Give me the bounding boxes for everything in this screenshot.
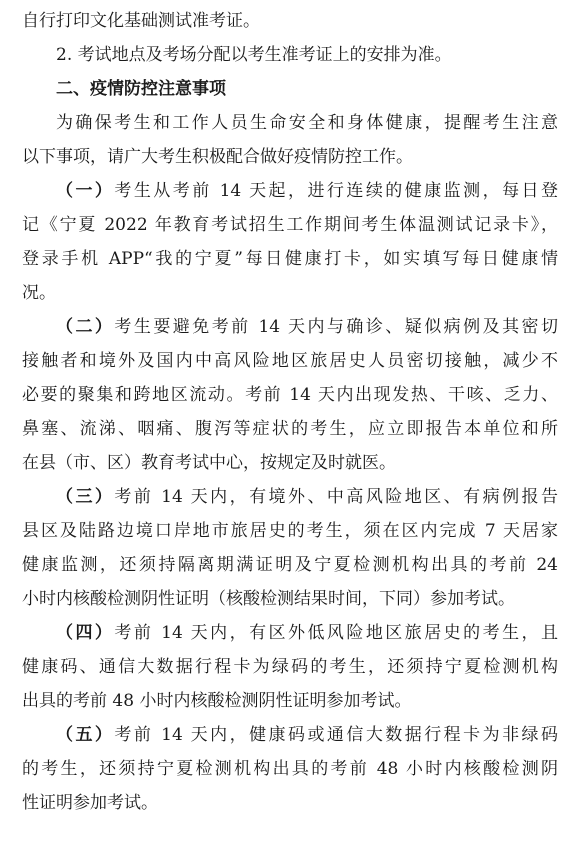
text-line: 小时内核酸检测阴性证明（核酸检测结果时间，下同）参加考试。 [22,589,515,609]
text-line: 出具的考前 48 小时内核酸检测阴性证明参加考试。 [22,691,412,711]
item-text: 考生从考前 14 天起，进行连续的健康监测，每日登 [114,181,558,201]
text-line: 性证明参加考试。 [22,793,158,813]
item-text: 考前 14 天内，有境外、中高风险地区、有病例报告 [114,487,558,507]
item-lead: （二） [56,317,115,337]
item-first-line [22,718,558,752]
text-line: 鼻塞、流涕、咽痛、腹泻等症状的考生，应立即报告本单位和所 [22,419,558,439]
item-lead: （三） [56,487,115,507]
text-line: 在县（市、区）教育考试中心，按规定及时就医。 [22,453,396,473]
text-line: 况。 [22,283,56,303]
text-line: 必要的聚集和跨地区流动。考前 14 天内出现发热、干咳、乏力、 [22,385,558,405]
text-line: 2. 考试地点及考场分配以考生准考证上的安排为准。 [56,45,452,65]
item-lead: （四） [56,623,115,643]
item-first-line [22,480,558,514]
text-line: 的考生，还须持宁夏检测机构出具的考前 48 小时内核酸检测阴 [22,759,558,779]
text-line: 登录手机 APP“我的宁夏”每日健康打卡，如实填写每日健康情 [22,249,558,269]
item-lead: （一） [56,181,115,201]
item-text: 考前 14 天内，有区外低风险地区旅居史的考生，且 [114,623,558,643]
text-line: 接触者和境外及国内中高风险地区旅居史人员密切接触，减少不 [22,351,558,371]
item-text: 考生要避免考前 14 天内与确诊、疑似病例及其密切 [114,317,558,337]
text-line: 县区及陆路边境口岸地市旅居史的考生，须在区内完成 7 天居家 [22,521,558,541]
item-first-line [22,616,558,650]
item-lead: （五） [56,725,115,745]
item-text: 考前 14 天内，健康码或通信大数据行程卡为非绿码 [114,725,558,745]
item-first-line [22,174,558,208]
text-line: 记《宁夏 2022 年教育考试招生工作期间考生体温测试记录卡》， [22,215,558,235]
text-line: 以下事项，请广大考生积极配合做好疫情防控工作。 [22,147,413,167]
text-line: 为确保考生和工作人员生命安全和身体健康，提醒考生注意 [56,113,558,133]
section-heading: 二、疫情防控注意事项 [56,79,226,99]
text-line: 健康监测，还须持隔离期满证明及宁夏检测机构出具的考前 24 [22,555,558,575]
text-line: 自行打印文化基础测试准考证。 [22,11,260,31]
item-first-line [22,310,558,344]
text-line: 健康码、通信大数据行程卡为绿码的考生，还须持宁夏检测机构 [22,657,558,677]
